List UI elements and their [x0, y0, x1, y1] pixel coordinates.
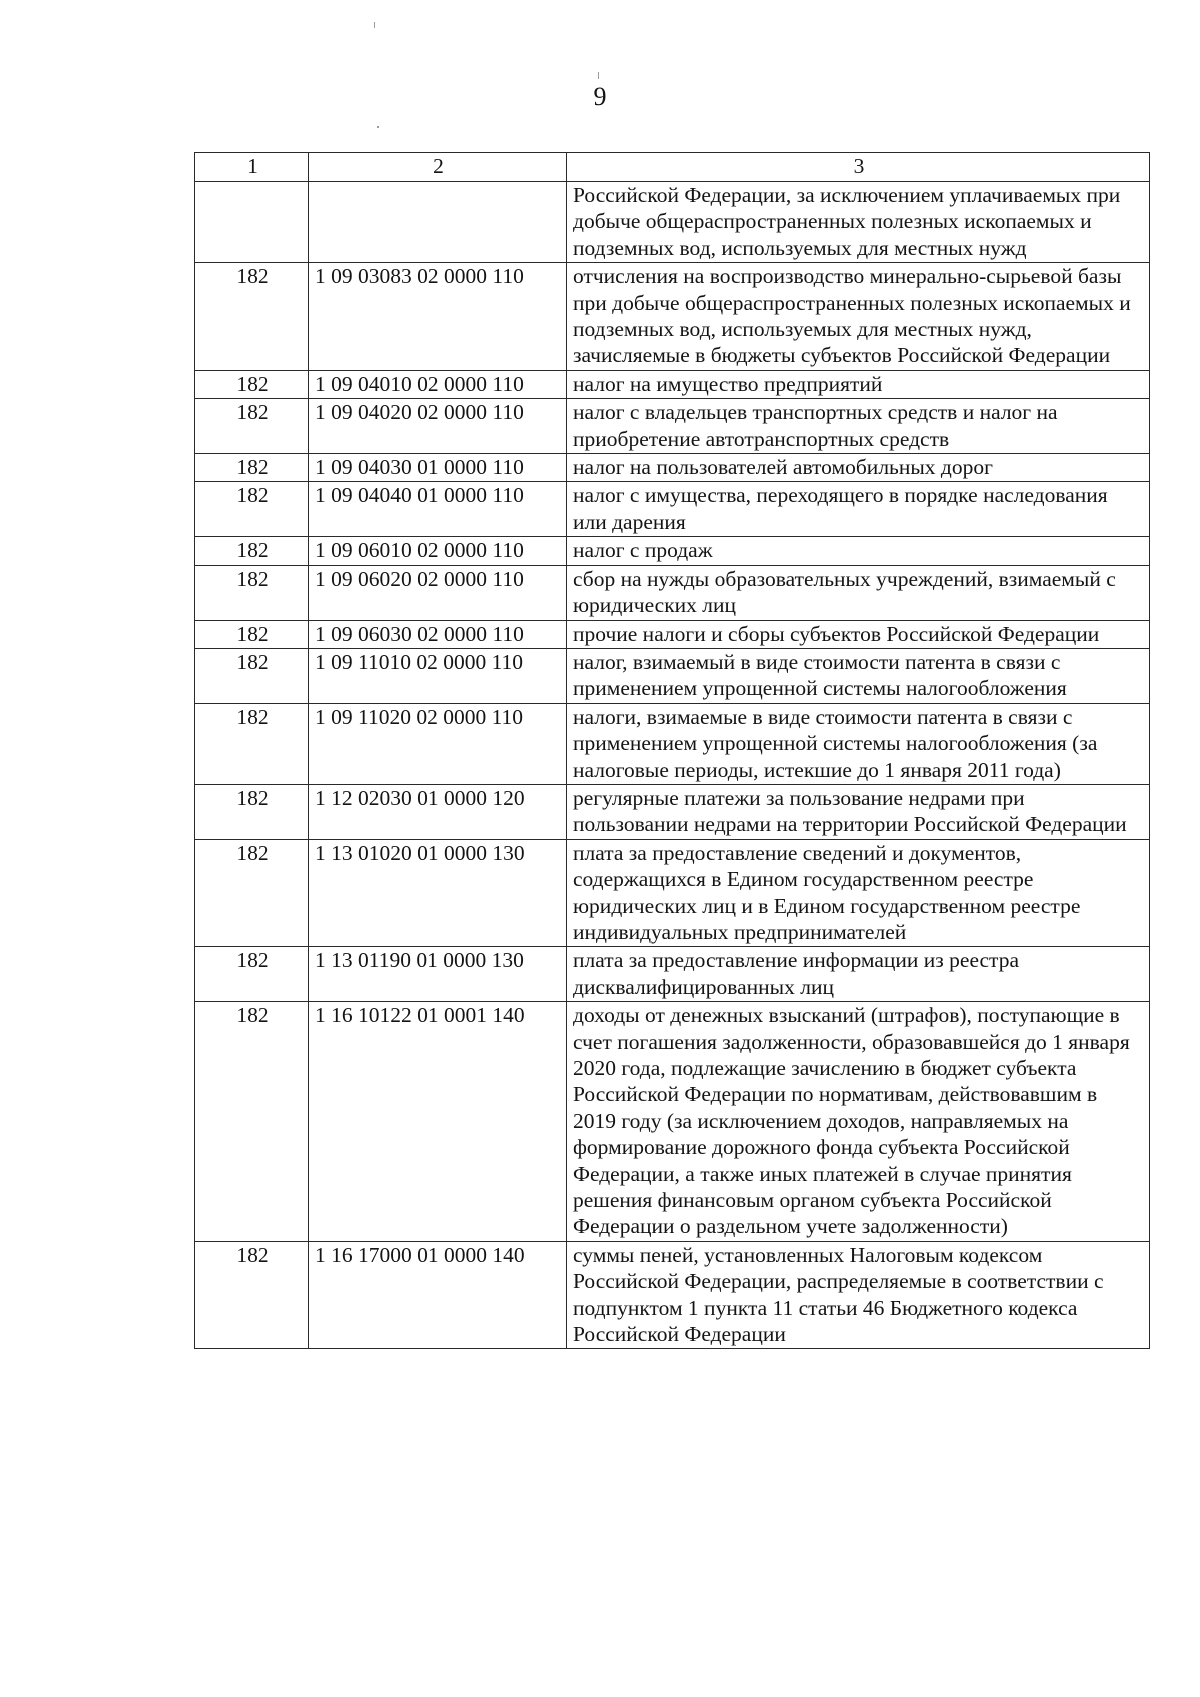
admin-code-cell: 182 — [195, 263, 309, 371]
revenue-codes-table — [194, 152, 1150, 1349]
admin-code-cell: 182 — [195, 620, 309, 648]
table-row — [195, 947, 1150, 1002]
budget-code-cell: 1 09 11010 02 0000 110 — [309, 648, 567, 703]
budget-code-cell: 1 09 06030 02 0000 110 — [309, 620, 567, 648]
revenue-name-cell: налог, взимаемый в виде стоимости патента в связи с применением упрощенной системы налогообложения — [567, 648, 1150, 703]
budget-code-cell: 1 09 03083 02 0000 110 — [309, 263, 567, 371]
column-header-2: 2 — [309, 153, 567, 182]
revenue-name-cell: налог с продаж — [567, 537, 1150, 565]
table-row — [195, 263, 1150, 371]
table-row — [195, 703, 1150, 784]
budget-code-cell — [309, 182, 567, 263]
revenue-name-cell: налог с имущества, переходящего в порядке наследования или дарения — [567, 482, 1150, 537]
table-row — [195, 565, 1150, 620]
column-header-3: 3 — [567, 153, 1150, 182]
budget-code-cell: 1 09 04040 01 0000 110 — [309, 482, 567, 537]
admin-code-cell: 182 — [195, 454, 309, 482]
table-row — [195, 399, 1150, 454]
admin-code-cell: 182 — [195, 565, 309, 620]
budget-code-cell: 1 09 04030 01 0000 110 — [309, 454, 567, 482]
revenue-name-cell: прочие налоги и сборы субъектов Российской Федерации — [567, 620, 1150, 648]
column-header-1: 1 — [195, 153, 309, 182]
admin-code-cell: 182 — [195, 784, 309, 839]
revenue-name-cell: плата за предоставление информации из реестра дисквалифицированных лиц — [567, 947, 1150, 1002]
admin-code-cell: 182 — [195, 399, 309, 454]
budget-code-cell: 1 09 06020 02 0000 110 — [309, 565, 567, 620]
budget-code-cell: 1 09 04020 02 0000 110 — [309, 399, 567, 454]
admin-code-cell: 182 — [195, 482, 309, 537]
table-row — [195, 482, 1150, 537]
page-number: 9 — [593, 82, 607, 111]
table-row — [195, 370, 1150, 398]
budget-code-cell: 1 16 17000 01 0000 140 — [309, 1241, 567, 1349]
table-row — [195, 1241, 1150, 1349]
table-row — [195, 537, 1150, 565]
table-row — [195, 454, 1150, 482]
admin-code-cell: 182 — [195, 839, 309, 947]
revenue-name-cell: налог с владельцев транспортных средств и налог на приобретение автотранспортных средств — [567, 399, 1150, 454]
budget-code-cell: 1 09 04010 02 0000 110 — [309, 370, 567, 398]
revenue-name-cell: отчисления на воспроизводство минерально-сырьевой базы при добыче общераспространенных полезных ископаемых и подземных вод, используемых для местных нужд, зачисляемые в бюджеты субъектов Российской Федерации — [567, 263, 1150, 371]
admin-code-cell: 182 — [195, 648, 309, 703]
budget-code-cell: 1 16 10122 01 0001 140 — [309, 1002, 567, 1242]
admin-code-cell: 182 — [195, 1002, 309, 1242]
revenue-name-cell: сбор на нужды образовательных учреждений, взимаемый с юридических лиц — [567, 565, 1150, 620]
budget-code-cell: 1 12 02030 01 0000 120 — [309, 784, 567, 839]
revenue-name-cell: плата за предоставление сведений и документов, содержащихся в Едином государственном реестре юридических лиц и в Едином государственном реестре индивидуальных предпринимателей — [567, 839, 1150, 947]
admin-code-cell: 182 — [195, 947, 309, 1002]
admin-code-cell — [195, 182, 309, 263]
scan-speck — [374, 22, 375, 28]
revenue-name-cell: налог на имущество предприятий — [567, 370, 1150, 398]
admin-code-cell: 182 — [195, 537, 309, 565]
admin-code-cell: 182 — [195, 370, 309, 398]
table-row — [195, 620, 1150, 648]
table-row — [195, 1002, 1150, 1242]
revenue-name-cell: доходы от денежных взысканий (штрафов), поступающие в счет погашения задолженности, образовавшейся до 1 января 2020 года, подлежащие зачислению в бюджет субъекта Российской Федерации по нормативам, действовавшим в 2019 году (за исключением доходов, направляемых на формирование дорожного фонда субъекта Российской Федерации, а также иных платежей в случае принятия решения финансовым органом субъекта Российской Федерации о раздельном учете задолженности) — [567, 1002, 1150, 1242]
budget-code-cell: 1 13 01190 01 0000 130 — [309, 947, 567, 1002]
table-row — [195, 182, 1150, 263]
budget-code-cell: 1 09 06010 02 0000 110 — [309, 537, 567, 565]
revenue-name-cell: налог на пользователей автомобильных дорог — [567, 454, 1150, 482]
table-row — [195, 839, 1150, 947]
scan-speck — [598, 72, 599, 79]
revenue-name-cell: суммы пеней, установленных Налоговым кодексом Российской Федерации, распределяемые в соответствии с подпунктом 1 пункта 11 статьи 46 Бюджетного кодекса Российской Федерации — [567, 1241, 1150, 1349]
budget-code-cell: 1 13 01020 01 0000 130 — [309, 839, 567, 947]
table-row — [195, 648, 1150, 703]
budget-code-cell: 1 09 11020 02 0000 110 — [309, 703, 567, 784]
admin-code-cell: 182 — [195, 1241, 309, 1349]
table-row — [195, 784, 1150, 839]
table-header-row — [195, 153, 1150, 182]
revenue-name-cell: Российской Федерации, за исключением уплачиваемых при добыче общераспространенных полезных ископаемых и подземных вод, используемых для местных нужд — [567, 182, 1150, 263]
admin-code-cell: 182 — [195, 703, 309, 784]
revenue-name-cell: налоги, взимаемые в виде стоимости патента в связи с применением упрощенной системы налогообложения (за налоговые периоды, истекшие до 1 января 2011 года) — [567, 703, 1150, 784]
revenue-name-cell: регулярные платежи за пользование недрами при пользовании недрами на территории Российской Федерации — [567, 784, 1150, 839]
scan-speck — [377, 126, 379, 128]
